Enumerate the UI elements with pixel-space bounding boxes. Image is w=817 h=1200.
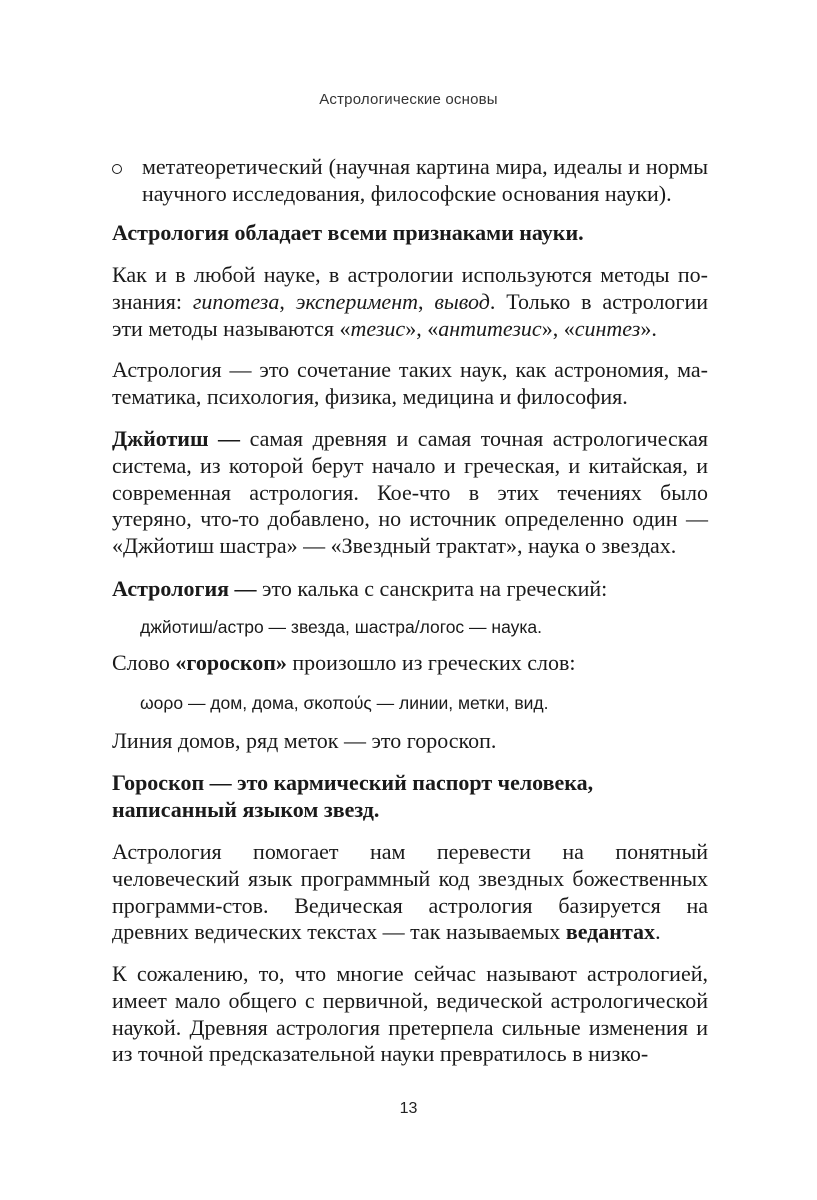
- translation-line-horoscope: ωορο — дом, дома, σκοπούς — линии, метки, вид.: [140, 693, 549, 713]
- paragraph-calque: [112, 576, 708, 603]
- text-run: Слово: [112, 650, 176, 675]
- text-run: Астрология помогает нам перевести на понятный человеческий язык программный код звездных божественных программи-стов. Ведическая астрология базируется на древних ведических текстах — так называемых: [112, 839, 708, 945]
- text-run: это калька с санскрита на греческий:: [256, 576, 608, 601]
- text-run: произошло из греческих слов:: [286, 650, 576, 675]
- italic-term: синтез: [574, 315, 641, 341]
- paragraph-horoscope-word: [112, 650, 708, 677]
- paragraph-code: [112, 839, 708, 946]
- bold-term: Астрология —: [112, 576, 257, 601]
- paragraph-regret: К сожалению, то, что многие сейчас называют астрологией, имеет мало общего с первичной, ведической астрологической наукой. Древняя астрология претерпела сильные изменения и из точной предсказательной науки превратилось в низко-: [112, 961, 708, 1067]
- text-run: . Только в астрологии эти методы называются «: [112, 288, 709, 341]
- italic-term: вывод: [434, 288, 490, 314]
- running-title: Астрологические основы: [319, 91, 498, 108]
- text-run: ,: [418, 288, 435, 314]
- italic-term: эксперимент: [295, 288, 418, 314]
- paragraph-combination: Астрология — это сочетание таких наук, как астрономия, ма-тематика, психология, физика, медицина и философия.: [112, 357, 708, 409]
- text-run: », «: [541, 315, 575, 341]
- text-run: ,: [279, 288, 296, 314]
- text-run: Как и в любой науке, в астрологии используются методы по-знания:: [112, 262, 708, 314]
- italic-term: тезис: [350, 315, 406, 341]
- translation-line-astro: джйотиш/астро — звезда, шастра/логос — наука.: [140, 617, 542, 637]
- paragraph-methods: [112, 262, 708, 342]
- text-run: .: [655, 919, 661, 945]
- text-run: ».: [640, 315, 657, 341]
- paragraph-science-claim: Астрология обладает всеми признаками науки.: [112, 220, 584, 245]
- bold-term: Джйотиш —: [112, 426, 241, 451]
- text-run: самая древняя и самая точная астрологическая система, из которой берут начало и греческая, и китайская, и современная астрология. Кое-что в этих течениях было утеряно, что-то добавлено, но источник определенно один — «Джйотиш шастра» — «Звездный трактат», наука о звездах.: [112, 426, 709, 559]
- paragraph-jyotish: [112, 426, 708, 560]
- paragraph-line-of-houses: Линия домов, ряд меток — это гороскоп.: [112, 728, 497, 753]
- text-run: », «: [405, 315, 439, 341]
- bullet-text: метатеоретический (научная картина мира, идеалы и нормы научного исследования, философские основания науки).: [142, 154, 708, 206]
- italic-term: антитезис: [438, 315, 542, 341]
- bullet-circle-icon: [112, 164, 122, 174]
- italic-term: гипотеза: [192, 288, 280, 314]
- paragraph-karmic-passport: Гороскоп — это кармический паспорт человека, написанный языком звезд.: [112, 770, 594, 822]
- bold-term: ведантах: [565, 919, 656, 945]
- bold-term: «гороскоп»: [175, 650, 287, 675]
- page-number: 13: [399, 1100, 418, 1117]
